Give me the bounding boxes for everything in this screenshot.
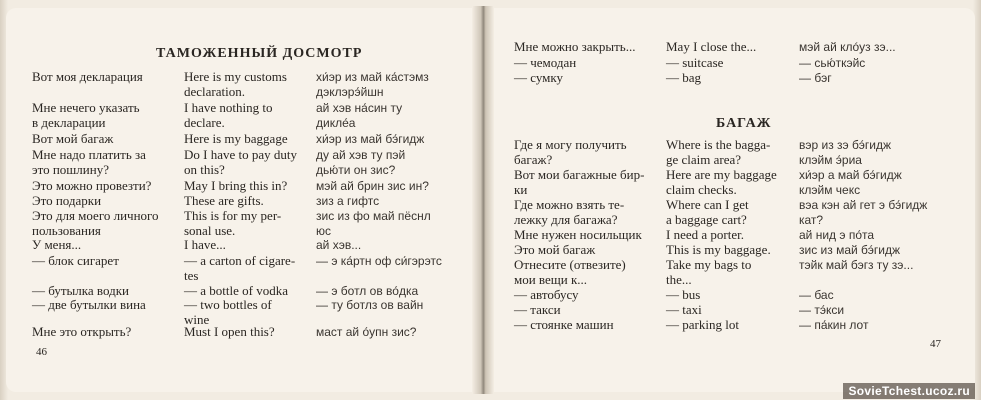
- transcription: хи́эр из май бэ́гидж: [316, 132, 425, 146]
- english-phrase: — bus: [666, 287, 701, 302]
- russian-phrase: — чемодан: [514, 55, 577, 70]
- watermark: SovieTchest.ucoz.ru: [843, 383, 975, 399]
- english-phrase: These are gifts.: [184, 193, 264, 208]
- transcription: — па́кин лот: [799, 318, 869, 332]
- transcription: зис из май бэ́гидж: [799, 243, 901, 257]
- book-gutter: [472, 6, 494, 394]
- transcription: — э ботл ов во́дка: [316, 284, 419, 298]
- english-phrase: Where is the bagga- ge claim area?: [666, 137, 771, 167]
- english-phrase: I have nothing to declare.: [184, 100, 273, 130]
- english-phrase: — a bottle of vodka: [184, 283, 288, 298]
- english-phrase: — suitcase: [666, 55, 724, 70]
- left-page: [6, 8, 482, 392]
- english-phrase: Must I open this?: [184, 324, 275, 339]
- russian-phrase: — бутылка водки: [32, 283, 129, 298]
- russian-phrase: Это подарки: [32, 193, 102, 208]
- right-page: [486, 8, 975, 392]
- transcription: — тэ́кси: [799, 303, 845, 317]
- transcription: маст ай о́упн зис?: [316, 325, 417, 339]
- english-phrase: Here are my baggage claim checks.: [666, 167, 777, 197]
- right-page-heading: БАГАЖ: [716, 116, 772, 131]
- russian-phrase: Мне надо платить за это пошлину?: [32, 147, 146, 177]
- transcription: — ту ботлз ов вайн: [316, 298, 424, 312]
- russian-phrase: Вот мои багажные бир- ки: [514, 167, 645, 197]
- russian-phrase: — блок сигарет: [32, 253, 119, 268]
- transcription: ай хэв...: [316, 238, 362, 252]
- english-phrase: — two bottles of wine: [184, 297, 272, 327]
- russian-phrase: — автобусу: [514, 287, 579, 302]
- russian-phrase: Вот мой багаж: [32, 131, 114, 146]
- transcription: — э ка́ртн оф си́гэрэтс: [316, 254, 442, 268]
- transcription: мэй ай брин зис ин?: [316, 179, 429, 193]
- english-phrase: — bag: [666, 70, 702, 85]
- russian-phrase: Отнесите (отвезите) мои вещи к...: [514, 257, 626, 287]
- transcription: тэйк май бэгз ту зэ...: [799, 258, 914, 272]
- russian-phrase: — стоянке машин: [514, 317, 614, 332]
- english-phrase: Here is my customs declaration.: [184, 69, 287, 99]
- russian-phrase: — две бутылки вина: [32, 297, 146, 312]
- transcription: зис из фо май пёснл юс: [316, 209, 431, 238]
- transcription: вэр из зэ бэ́гидж клэйм э́риа: [799, 138, 891, 167]
- english-phrase: I have...: [184, 237, 226, 252]
- russian-phrase: Мне это открыть?: [32, 324, 132, 339]
- english-phrase: — taxi: [666, 302, 702, 317]
- russian-phrase: Мне нужен носильщик: [514, 227, 642, 242]
- right-page-number: 47: [930, 338, 941, 350]
- transcription: — бас: [799, 288, 834, 302]
- left-page-number: 46: [36, 346, 47, 358]
- transcription: хи́эр из май ка́стэмз дэклэрэ́йшн: [316, 70, 429, 99]
- english-phrase: May I bring this in?: [184, 178, 288, 193]
- russian-phrase: Это для моего личного пользования: [32, 208, 159, 238]
- transcription: — бэг: [799, 71, 832, 85]
- russian-phrase: — сумку: [514, 70, 564, 85]
- transcription: мэй ай клóуз зэ...: [799, 40, 896, 54]
- russian-phrase: У меня...: [32, 237, 82, 252]
- russian-phrase: Это мой багаж: [514, 242, 596, 257]
- english-phrase: This is my baggage.: [666, 242, 771, 257]
- russian-phrase: — такси: [514, 302, 561, 317]
- english-phrase: — a carton of cigare- tes: [184, 253, 296, 283]
- transcription: хи́эр а май бэ́гидж клэйм чекс: [799, 168, 902, 197]
- english-phrase: Here is my baggage: [184, 131, 288, 146]
- english-phrase: — parking lot: [666, 317, 739, 332]
- russian-phrase: Мне нечего указать в декларации: [32, 100, 140, 130]
- transcription: ай хэв на́син ту дикле́а: [316, 101, 403, 130]
- russian-phrase: Это можно провезти?: [32, 178, 152, 193]
- transcription: вэа кэн ай гет э бэ́гидж кат?: [799, 198, 928, 227]
- russian-phrase: Где можно взять те- лежку для багажа?: [514, 197, 625, 227]
- transcription: зиз а гифтс: [316, 194, 380, 208]
- russian-phrase: Мне можно закрыть...: [514, 39, 636, 54]
- russian-phrase: Вот моя декларация: [32, 69, 143, 84]
- english-phrase: Where can I get a baggage cart?: [666, 197, 749, 227]
- english-phrase: May I close the...: [666, 39, 757, 54]
- english-phrase: Do I have to pay duty on this?: [184, 147, 298, 177]
- transcription: ай нид э по́та: [799, 228, 875, 242]
- left-page-heading: ТАМОЖЕННЫЙ ДОСМОТР: [156, 46, 363, 61]
- english-phrase: This is for my per- sonal use.: [184, 208, 282, 238]
- transcription: ду ай хэв ту пэй дью́ти он зис?: [316, 148, 406, 177]
- english-phrase: I need a porter.: [666, 227, 744, 242]
- russian-phrase: Где я могу получить багаж?: [514, 137, 627, 167]
- transcription: — сью́ткэйс: [799, 56, 866, 70]
- english-phrase: Take my bags to the...: [666, 257, 752, 287]
